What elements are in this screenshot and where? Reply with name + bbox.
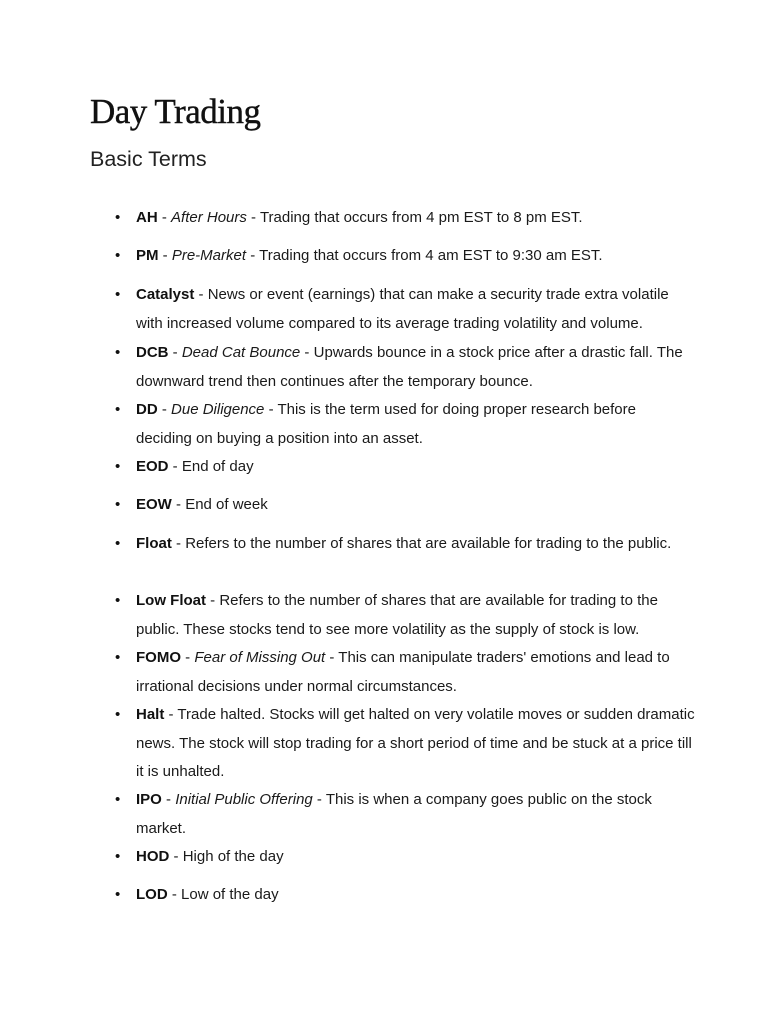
term-definition: Low of the day xyxy=(181,886,279,903)
bullet-icon: • xyxy=(115,886,121,903)
term-definition: Trade halted. Stocks will get halted on very volatile moves or sudden dramatic news. The stock will stop trading for a short period of time and be stuck at a price till it is unhalted. xyxy=(136,706,695,780)
term-abbreviation: IPO xyxy=(136,791,162,808)
term-lod: • LOD - Low of the day xyxy=(136,881,696,910)
bullet-icon: • xyxy=(115,706,121,723)
term-float: • Float - Refers to the number of shares that are available for trading to the public. xyxy=(136,530,696,559)
term-definition: Trading that occurs from 4 pm EST to 8 pm EST. xyxy=(259,209,583,226)
term-pm: • PM - Pre-Market - Trading that occurs from 4 am EST to 9:30 am EST. xyxy=(136,242,696,271)
term-abbreviation: Catalyst xyxy=(136,286,195,303)
term-expansion: After Hours xyxy=(171,209,247,226)
term-dd: • DD - Due Diligence - This is the term used for doing proper research before deciding on buying a position into an asset. xyxy=(136,396,696,453)
term-low-float: • Low Float - Refers to the number of shares that are available for trading to the public. These stocks tend to see more volatility as the supply of stock is low. xyxy=(136,587,696,644)
term-abbreviation: DCB xyxy=(136,344,169,361)
bullet-icon: • xyxy=(115,344,121,361)
term-definition: This is the term used for doing proper research before deciding on buying a position into an asset. xyxy=(136,401,636,447)
term-definition: End of day xyxy=(181,458,254,475)
term-definition: This can manipulate traders' emotions and lead to irrational decisions under normal circumstances. xyxy=(136,649,670,695)
term-abbreviation: EOD xyxy=(136,458,169,475)
term-abbreviation: PM xyxy=(136,247,159,264)
term-abbreviation: FOMO xyxy=(136,649,181,666)
term-halt: • Halt - Trade halted. Stocks will get halted on very volatile moves or sudden dramatic news. The stock will stop trading for a short period of time and be stuck at a price till it is unhalted. xyxy=(136,701,696,787)
term-catalyst: • Catalyst - News or event (earnings) that can make a security trade extra volatile with increased volume compared to its average trading volatility and volume. xyxy=(136,281,696,338)
bullet-icon: • xyxy=(115,791,121,808)
term-dcb: • DCB - Dead Cat Bounce - Upwards bounce in a stock price after a drastic fall. The downward trend then continues after the temporary bounce. xyxy=(136,339,696,396)
term-eow: • EOW - End of week xyxy=(136,491,696,520)
term-expansion: Pre-Market xyxy=(171,247,247,264)
term-definition: Refers to the number of shares that are available for trading to the public. xyxy=(185,535,672,552)
term-abbreviation: Float xyxy=(136,535,172,552)
term-definition: News or event (earnings) that can make a security trade extra volatile with increased volume compared to its average trading volatility and volume. xyxy=(136,286,669,332)
term-expansion: Due Diligence xyxy=(171,401,265,418)
bullet-icon: • xyxy=(115,401,121,418)
bullet-icon: • xyxy=(115,247,121,264)
term-abbreviation: HOD xyxy=(136,848,170,865)
bullet-icon: • xyxy=(115,458,121,475)
term-definition: Upwards bounce in a stock price after a drastic fall. The downward trend then continues after the temporary bounce. xyxy=(136,344,683,390)
term-definition: Refers to the number of shares that are available for trading to the public. These stocks tend to see more volatility as the supply of stock is low. xyxy=(136,592,658,638)
term-eod: • EOD - End of day xyxy=(136,453,696,482)
term-expansion: Fear of Missing Out xyxy=(194,649,326,666)
term-expansion: Dead Cat Bounce xyxy=(181,344,301,361)
term-definition: Trading that occurs from 4 am EST to 9:30 am EST. xyxy=(259,247,603,264)
bullet-icon: • xyxy=(115,496,121,513)
term-abbreviation: EOW xyxy=(136,496,172,513)
term-abbreviation: Halt xyxy=(136,706,165,723)
term-definition: This is when a company goes public on the stock market. xyxy=(136,791,652,837)
term-abbreviation: Low Float xyxy=(136,592,206,609)
bullet-icon: • xyxy=(115,649,121,666)
term-abbreviation: AH xyxy=(136,209,158,226)
bullet-icon: • xyxy=(115,592,121,609)
section-heading: Basic Terms xyxy=(90,147,207,171)
term-expansion: Initial Public Offering xyxy=(175,791,313,808)
term-definition: End of week xyxy=(185,496,268,513)
term-ipo: • IPO - Initial Public Offering - This is when a company goes public on the stock market. xyxy=(136,786,696,843)
term-abbreviation: LOD xyxy=(136,886,168,903)
term-fomo: • FOMO - Fear of Missing Out - This can manipulate traders' emotions and lead to irrational decisions under normal circumstances. xyxy=(136,644,696,701)
bullet-icon: • xyxy=(115,848,121,865)
term-ah: • AH - After Hours - Trading that occurs from 4 pm EST to 8 pm EST. xyxy=(136,204,696,233)
bullet-icon: • xyxy=(115,209,121,226)
term-definition: High of the day xyxy=(182,848,284,865)
term-abbreviation: DD xyxy=(136,401,158,418)
document-title: Day Trading xyxy=(90,92,261,131)
term-hod: • HOD - High of the day xyxy=(136,843,696,872)
bullet-icon: • xyxy=(115,286,121,303)
bullet-icon: • xyxy=(115,535,121,552)
